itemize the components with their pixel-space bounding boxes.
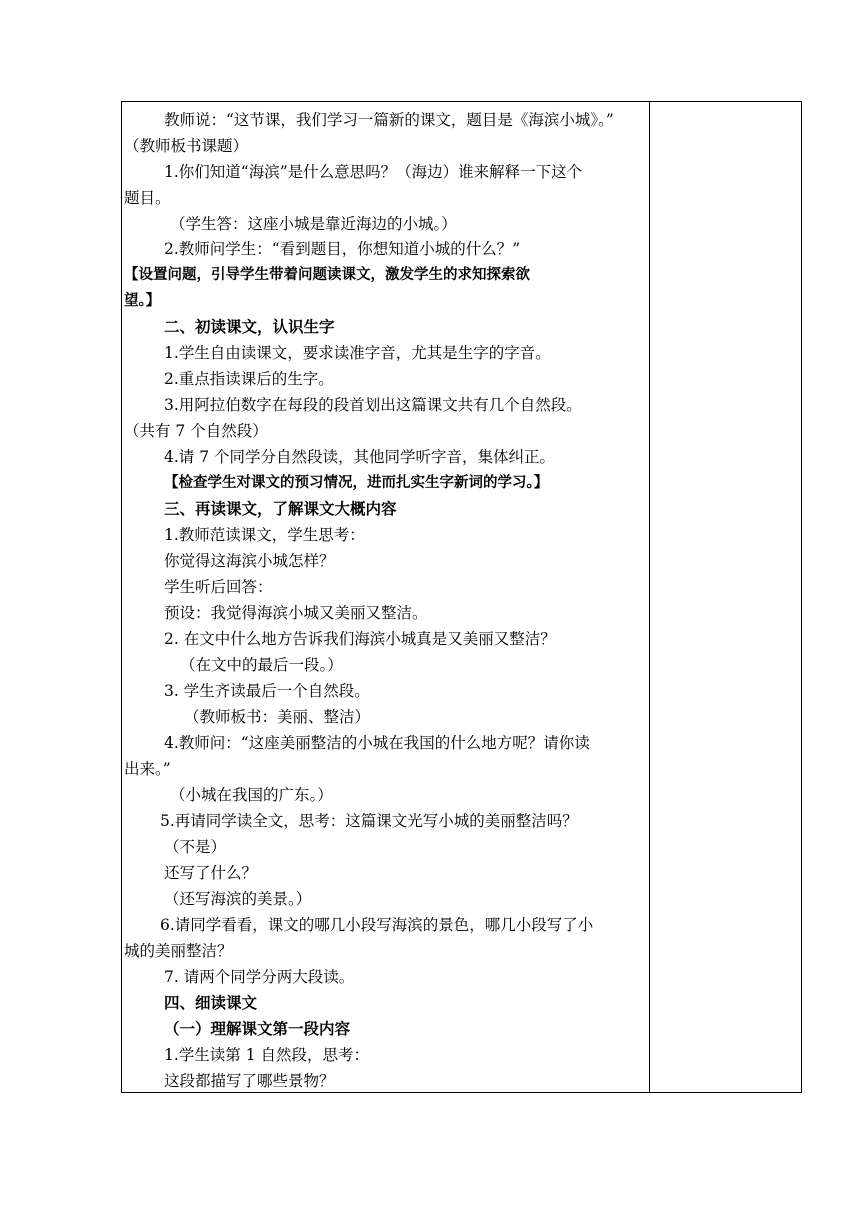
text-line: 7. 请两个同学分两大段读。 — [164, 968, 355, 986]
section-heading: 二、初读课文，认识生字 — [164, 318, 335, 336]
text-line: 1.学生读第 1 自然段，思考： — [164, 1046, 370, 1064]
text-line: 3. 学生齐读最后一个自然段。 — [164, 682, 370, 700]
text-line: 5.再请同学读全文，思考：这篇课文光写小城的美丽整洁吗？ — [160, 812, 578, 830]
text-line: 4.请 7 个同学分自然段读，其他同学听字音，集体纠正。 — [164, 448, 556, 466]
text-line: （在文中的最后一段。） — [180, 656, 343, 674]
text-line: 4.教师问：“这座美丽整洁的小城在我国的什么地方呢？请你读 — [164, 734, 590, 752]
text-line: 教师说：“这节课，我们学习一篇新的课文，题目是《海滨小城》。” — [164, 111, 614, 129]
text-line: （教师板书：美丽、整洁） — [184, 708, 371, 726]
text-line: （共有 7 个自然段） — [124, 422, 268, 440]
text-line: （不是） — [164, 838, 227, 856]
note-line: 【设置问题，引导学生带着问题读课文，激发学生的求知探索欲 — [124, 267, 530, 283]
column-divider — [649, 101, 650, 1093]
text-line: （小城在我国的广东。） — [170, 786, 333, 804]
text-line: 出来。” — [124, 760, 171, 778]
text-line: 2.重点指读课后的生字。 — [164, 370, 334, 388]
text-line: 2.教师问学生：“看到题目，你想知道小城的什么？” — [164, 240, 521, 258]
text-line: （还写海滨的美景。） — [164, 890, 312, 908]
text-line: （学生答：这座小城是靠近海边的小城。） — [170, 215, 457, 233]
text-line: 3.用阿拉伯数字在每段的段首划出这篇课文共有几个自然段。 — [164, 396, 582, 414]
text-line: 1.学生自由读课文，要求读准字音，尤其是生字的字音。 — [164, 344, 551, 362]
text-line: （教师板书课题） — [124, 137, 249, 155]
note-line: 【检查学生对课文的预习情况，进而扎实生字新词的学习。】 — [164, 475, 549, 491]
text-line: 城的美丽整洁？ — [124, 942, 233, 960]
text-line: 1.教师范读课文，学生思考： — [164, 526, 365, 544]
section-heading: 三、再读课文，了解课文大概内容 — [164, 500, 397, 518]
text-line: 这段都描写了哪些景物？ — [164, 1072, 335, 1090]
text-line: 6.请同学看看，课文的哪几小段写海滨的景色，哪几小段写了小 — [160, 916, 594, 934]
text-line: 1.你们知道“海滨”是什么意思吗？（海边）谁来解释一下这个 — [164, 163, 583, 181]
text-line: 2. 在文中什么地方告诉我们海滨小城真是又美丽又整洁？ — [164, 630, 556, 648]
text-line: 还写了什么？ — [164, 864, 258, 882]
text-line: 预设：我觉得海滨小城又美丽又整洁。 — [164, 604, 428, 622]
text-line: 你觉得这海滨小城怎样？ — [164, 552, 335, 570]
text-line: 学生听后回答： — [164, 578, 273, 596]
section-heading: 四、细读课文 — [164, 994, 258, 1012]
subsection-heading: （一）理解课文第一段内容 — [164, 1020, 351, 1038]
note-line: 望。】 — [124, 293, 161, 309]
text-line: 题目。 — [124, 189, 171, 207]
